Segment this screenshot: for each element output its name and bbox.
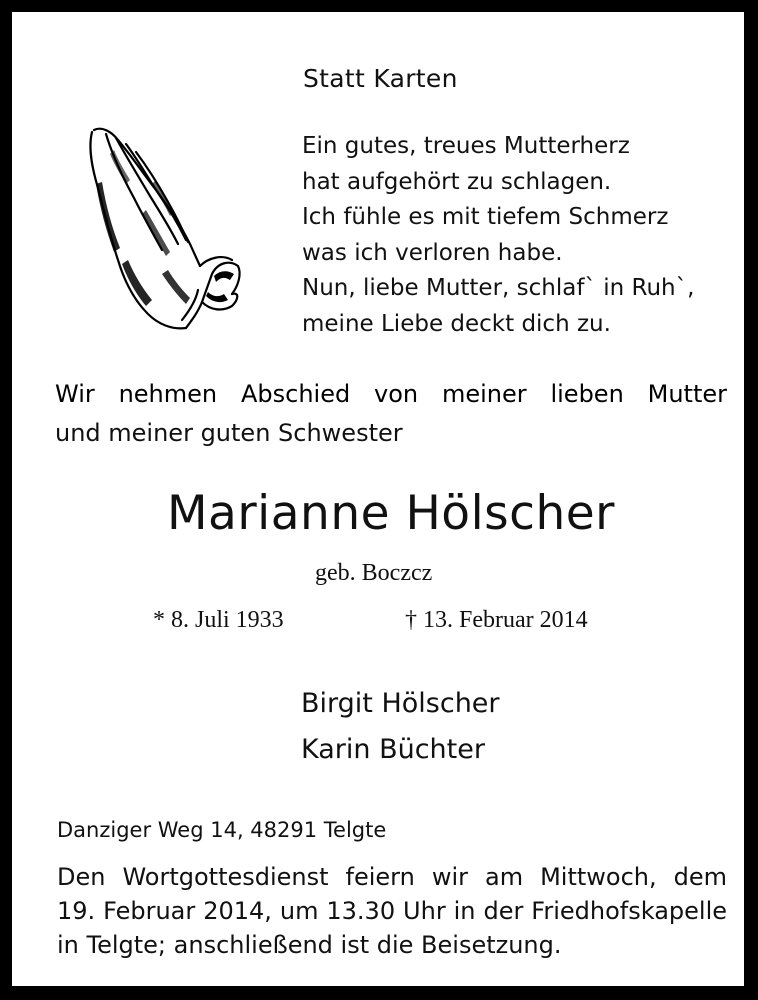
poem-line: hat aufgehört zu schlagen. (302, 168, 612, 195)
heading-statt-karten: Statt Karten (303, 64, 458, 93)
service-notice-line: 19. Februar 2014, um 13.30 Uhr in der Friedhofskapelle (57, 897, 727, 925)
poem-line: was ich verloren habe. (302, 239, 563, 266)
poem-line: Ich fühle es mit tiefem Schmerz (302, 204, 669, 230)
address: Danziger Weg 14, 48291 Telgte (57, 818, 387, 842)
poem-line: meine Liebe deckt dich zu. (302, 310, 611, 337)
praying-hands-icon (82, 124, 244, 336)
poem (302, 129, 694, 342)
intro-line-1: Wir nehmen Abschied von meiner lieben Mutter (55, 380, 727, 408)
mourner-name: Karin Büchter (301, 734, 485, 765)
service-notice (57, 860, 727, 962)
mourner-name: Birgit Hölscher (301, 688, 500, 719)
death-date: † 13. Februar 2014 (405, 607, 588, 633)
service-notice-line: Den Wortgottesdienst feiern wir am Mittwoch, dem (57, 863, 727, 891)
intro-line-2: und meiner guten Schwester (55, 419, 403, 447)
poem-line: Ein gutes, treues Mutterherz (302, 133, 630, 159)
poem-line: Nun, liebe Mutter, schlaf` in Ruh`, (302, 275, 695, 301)
deceased-name: Marianne Hölscher (167, 486, 615, 541)
service-notice-line: in Telgte; anschließend ist die Beisetzung. (57, 931, 562, 959)
birth-date: * 8. Juli 1933 (153, 607, 284, 633)
maiden-name: geb. Boczcz (315, 560, 433, 586)
